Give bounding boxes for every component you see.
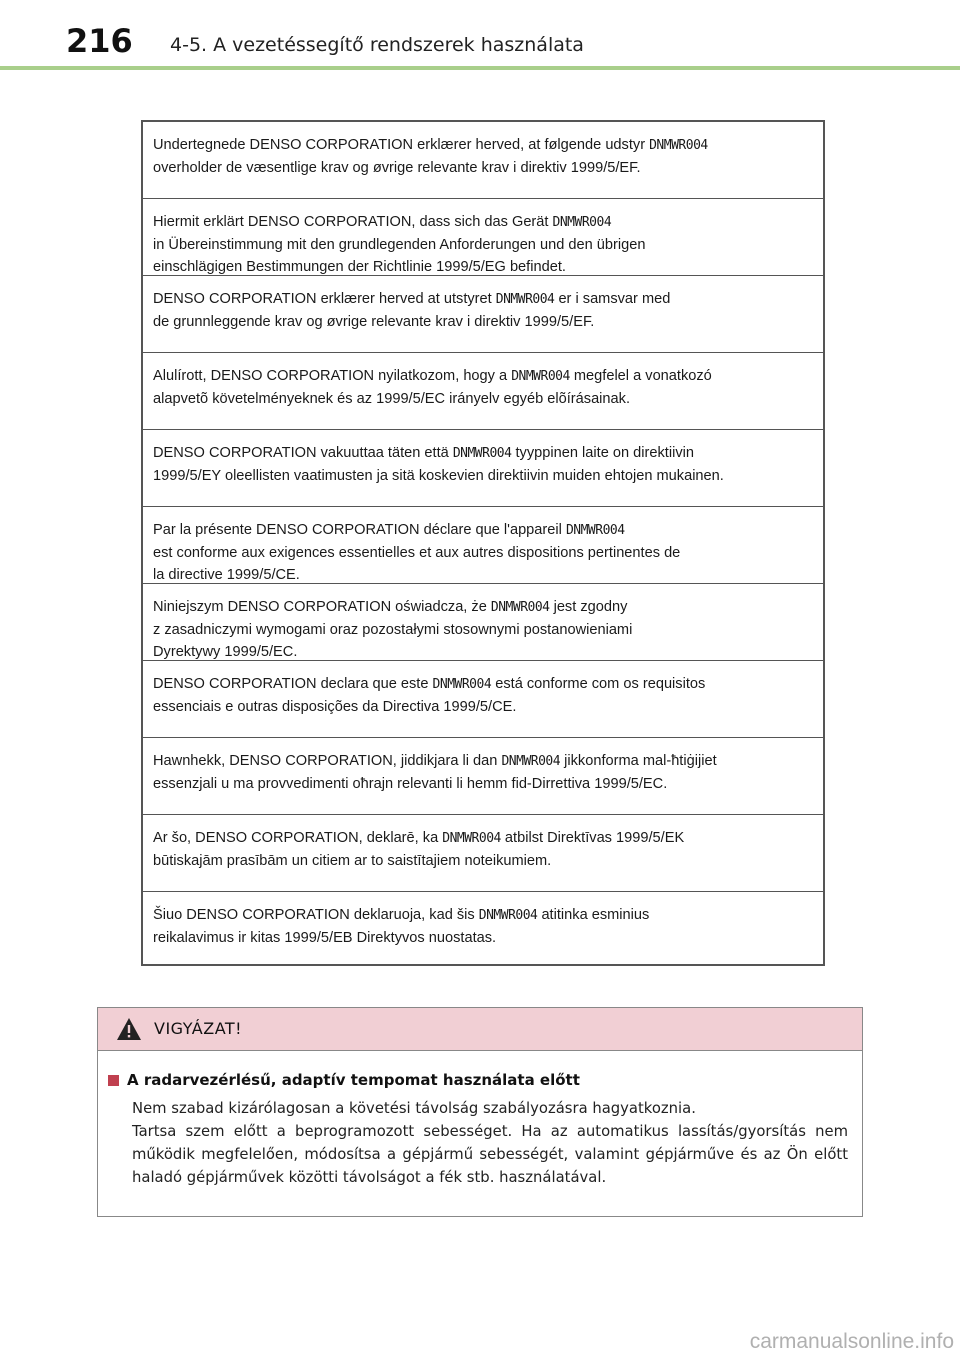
warning-heading bbox=[108, 1071, 848, 1089]
section-title: 4-5. A vezetéssegítő rendszerek használata bbox=[170, 34, 584, 56]
declaration-text: tyyppinen laite on direktiivin bbox=[511, 445, 694, 461]
model-code: DNMWR004 bbox=[495, 292, 555, 307]
declaration-line bbox=[153, 388, 813, 410]
model-code: DNMWR004 bbox=[452, 446, 512, 461]
warning-header bbox=[98, 1008, 862, 1051]
declaration-row bbox=[143, 199, 823, 276]
declaration-text: essenciais e outras disposições da Directiva 1999/5/CE. bbox=[153, 699, 517, 715]
declaration-line bbox=[153, 641, 813, 663]
declaration-line bbox=[153, 288, 813, 311]
declaration-line bbox=[153, 564, 813, 586]
declaration-text: Dyrektywy 1999/5/EC. bbox=[153, 644, 298, 660]
declaration-text: atitinka esminius bbox=[537, 907, 650, 923]
warning-paragraph: Nem szabad kizárólagosan a követési távolság szabályozásra hagyatkoznia. bbox=[132, 1100, 696, 1117]
declaration-text: in Übereinstimmung mit den grundlegenden Anforderungen und den übrigen bbox=[153, 237, 646, 253]
model-code: DNMWR004 bbox=[501, 754, 561, 769]
declaration-line bbox=[153, 542, 813, 564]
declaration-text: Ar šo, DENSO CORPORATION, deklarē, ka bbox=[153, 830, 443, 846]
declaration-line bbox=[153, 134, 813, 157]
declaration-line bbox=[153, 311, 813, 333]
declaration-row bbox=[143, 738, 823, 815]
declaration-text: er i samsvar med bbox=[554, 291, 671, 307]
declaration-text: atbilst Direktīvas 1999/5/EK bbox=[500, 830, 685, 846]
declaration-line bbox=[153, 750, 813, 773]
model-code: DNMWR004 bbox=[432, 677, 492, 692]
declaration-text: jest zgodny bbox=[549, 599, 628, 615]
declaration-line bbox=[153, 904, 813, 927]
declaration-text: DENSO CORPORATION erklærer herved at utstyret bbox=[153, 291, 496, 307]
model-code: DNMWR004 bbox=[552, 215, 612, 230]
declaration-text: overholder de væsentlige krav og øvrige relevante krav i direktiv 1999/5/EF. bbox=[153, 160, 641, 176]
declaration-line bbox=[153, 827, 813, 850]
declaration-text: DENSO CORPORATION declara que este bbox=[153, 676, 433, 692]
declaration-row bbox=[143, 507, 823, 584]
page-header bbox=[0, 0, 960, 72]
declaration-text: Niniejszym DENSO CORPORATION oświadcza, że bbox=[153, 599, 491, 615]
declaration-text: de grunnleggende krav og øvrige relevante krav i direktiv 1999/5/EF. bbox=[153, 314, 595, 330]
declaration-line bbox=[153, 157, 813, 179]
declaration-row bbox=[143, 815, 823, 892]
declaration-row bbox=[143, 430, 823, 507]
declaration-text: Šiuo DENSO CORPORATION deklaruoja, kad šis bbox=[153, 907, 479, 923]
declaration-text: einschlägigen Bestimmungen der Richtlinie 1999/5/EG befindet. bbox=[153, 259, 566, 275]
model-code: DNMWR004 bbox=[511, 369, 570, 384]
declaration-line bbox=[153, 596, 813, 619]
declaration-row bbox=[143, 276, 823, 353]
declaration-text: Par la présente DENSO CORPORATION déclare que l'appareil bbox=[153, 522, 566, 538]
declaration-text: Alulírott, DENSO CORPORATION nyilatkozom, hogy a bbox=[153, 368, 512, 384]
square-bullet-icon bbox=[108, 1075, 119, 1086]
declaration-row bbox=[143, 353, 823, 430]
declaration-text: la directive 1999/5/CE. bbox=[153, 567, 300, 583]
declaration-text: būtiskajām prasībām un citiem ar to saistītajiem noteikumiem. bbox=[153, 853, 552, 869]
declaration-line bbox=[153, 465, 813, 487]
declaration-line bbox=[153, 927, 813, 949]
declaration-text: reikalavimus ir kitas 1999/5/EB Direktyvos nuostatas. bbox=[153, 930, 497, 946]
declaration-table bbox=[141, 120, 825, 966]
model-code: DNMWR004 bbox=[478, 908, 538, 923]
declaration-line bbox=[153, 211, 813, 234]
declaration-line bbox=[153, 442, 813, 465]
warning-body bbox=[98, 1051, 862, 1189]
declaration-line bbox=[153, 365, 813, 388]
model-code: DNMWR004 bbox=[442, 831, 501, 846]
declaration-row bbox=[143, 661, 823, 738]
declaration-line bbox=[153, 619, 813, 641]
model-code: DNMWR004 bbox=[565, 523, 625, 538]
declaration-line bbox=[153, 773, 813, 795]
declaration-text: alapvetõ követelményeknek és az 1999/5/EC irányelv egyéb elõírásainak. bbox=[153, 391, 631, 407]
declaration-text: Undertegnede DENSO CORPORATION erklærer herved, at følgende udstyr bbox=[153, 137, 650, 153]
declaration-text: megfelel a vonatkozó bbox=[569, 368, 712, 384]
declaration-line bbox=[153, 256, 813, 278]
declaration-text: Hawnhekk, DENSO CORPORATION, jiddikjara li dan bbox=[153, 753, 502, 769]
model-code: DNMWR004 bbox=[490, 600, 550, 615]
declaration-line bbox=[153, 696, 813, 718]
declaration-text: DENSO CORPORATION vakuuttaa täten että bbox=[153, 445, 453, 461]
declaration-text: 1999/5/EY oleellisten vaatimusten ja sitä koskevien direktiivin muiden ehtojen mukainen. bbox=[153, 468, 724, 484]
page-number: 216 bbox=[66, 22, 133, 60]
model-code: DNMWR004 bbox=[649, 138, 708, 153]
watermark: carmanualsonline.info bbox=[749, 1330, 954, 1353]
declaration-line bbox=[153, 519, 813, 542]
declaration-line bbox=[153, 673, 813, 696]
declaration-text: essenzjali u ma provvedimenti oħrajn relevanti li hemm fid-Dirrettiva 1999/5/EC. bbox=[153, 776, 668, 792]
declaration-text: Hiermit erklärt DENSO CORPORATION, dass sich das Gerät bbox=[153, 214, 553, 230]
warning-paragraph: Tartsa szem előtt a beprogramozott sebességet. Ha az automatikus lassítás/gyorsítás nem működik megfelelően, módosítsa a gépjármű sebességét, valamint gépjárműve és az Ön előtt haladó gépjárművek közötti távolságot a fék stb. használatával. bbox=[132, 1123, 848, 1186]
declaration-row bbox=[143, 122, 823, 199]
warning-text bbox=[132, 1097, 848, 1189]
declaration-text: jikkonforma mal-ħtiġijiet bbox=[560, 753, 717, 769]
declaration-row bbox=[143, 584, 823, 661]
warning-box bbox=[97, 1007, 863, 1217]
warning-label: VIGYÁZAT! bbox=[154, 1019, 243, 1038]
declaration-text: z zasadniczymi wymogami oraz pozostałymi stosownymi postanowieniami bbox=[153, 622, 633, 638]
declaration-line bbox=[153, 234, 813, 256]
declaration-row bbox=[143, 892, 823, 969]
declaration-line bbox=[153, 850, 813, 872]
header-rule bbox=[0, 66, 960, 70]
declaration-text: está conforme com os requisitos bbox=[491, 676, 706, 692]
warning-triangle-icon bbox=[116, 1017, 142, 1041]
declaration-text: est conforme aux exigences essentielles et aux autres dispositions pertinentes de bbox=[153, 545, 681, 561]
warning-heading-text: A radarvezérlésű, adaptív tempomat használata előtt bbox=[127, 1071, 580, 1089]
